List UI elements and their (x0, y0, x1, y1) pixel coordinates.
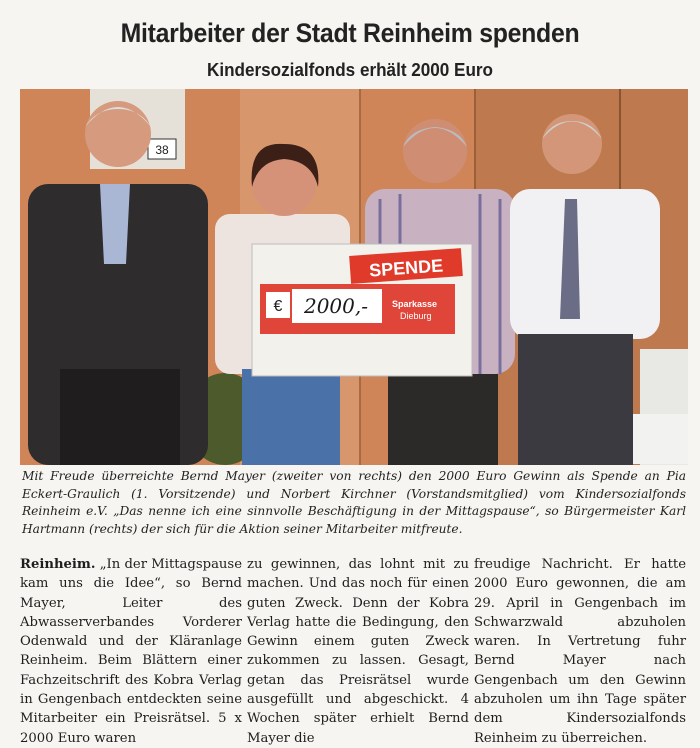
article-photo (20, 89, 688, 465)
photo-icon (20, 89, 688, 465)
cheque (252, 244, 472, 376)
column-1-text: „In der Mittagspause kam uns die Idee“, so Bernd Mayer, Leiter des Abwasserverbandes Vorderer Odenwald und der Kläranlage Reinheim. Beim Blättern einer Fachzeitschrift des Kobra Verlag in Gengenbach entdeckten seine Mitarbeiter ein Preisrätsel. 5 x 2000 Euro waren (20, 557, 242, 746)
subheadline: Kindersozialfonds erhält 2000 Euro (206, 60, 494, 80)
door-sign: 38 (155, 143, 169, 157)
photo-caption: Mit Freude überreichte Bernd Mayer (zweiter von rechts) den 2000 Euro Gewinn als Spende an Pia Eckert-Graulich (1. Vorsitzende) und Norbert Kirchner (Vorstandsmitglied) vom Kindersozialfonds Reinheim e.V. „Das nenne ich eine sinnvolle Beschäftigung in der Mittagspause“, so Bürgermeister Karl Hartmann (rechts) der sich für die Aktion seiner Mitarbeiter mitfreute. (22, 469, 686, 536)
article-column-3: freudige Nachricht. Er hatte 2000 Euro gewonnen, die am 29. April in Gengenbach im Schwarzwald abzuholen waren. In Vertretung fuhr Bernd Mayer nach Gengenbach um den Gewinn abzuholen um ihn Tage später dem Kindersozialfonds Reinheim zu überreichen. (474, 557, 686, 746)
cheque-bank-branch: Dieburg (400, 311, 432, 321)
cheque-bank-name: Sparkasse (392, 299, 438, 309)
cheque-amount: 2000,- (303, 294, 369, 318)
article-column-1 (20, 555, 242, 748)
cheque-label: SPENDE (368, 255, 444, 281)
cheque-currency: € (273, 298, 283, 315)
headline: Mitarbeiter der Stadt Reinheim spenden (120, 18, 580, 48)
dateline: Reinheim. (20, 557, 96, 572)
article-column-2: zu gewinnen, das lohnt mit zu machen. Und das noch für einen guten Zweck. Denn der Kobra Verlag hatte die Bedingung, den Gewinn einem guten Zweck zukommen zu lassen. Gesagt, getan das Preisrätsel wurde ausgefüllt und abgeschickt. 4 Wochen später erhielt Bernd Mayer die (247, 557, 469, 746)
